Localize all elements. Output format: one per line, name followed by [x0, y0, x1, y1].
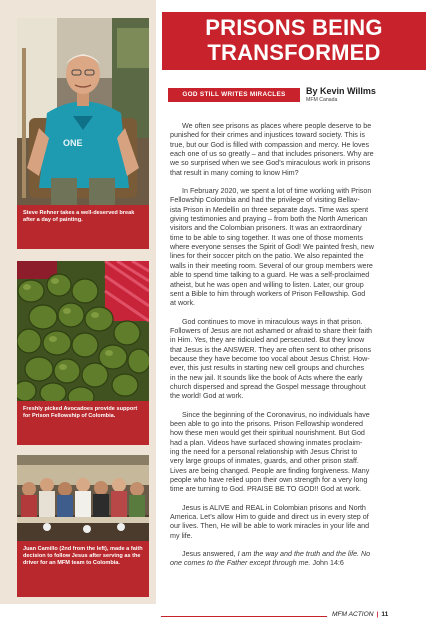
text-line: able to spend time talking to a guard. He was a self-proclaimed	[170, 271, 370, 280]
text-line: in the new jail. It sounds like the book of Acts where the early	[170, 373, 363, 382]
paragraph-4	[170, 411, 428, 495]
text-line: that Jesus is the ANSWER. They are often sent to other prisons	[170, 345, 372, 354]
scripture-quote-2: one comes to the Father except through me.	[170, 559, 311, 568]
caption-group: Juan Camillo (2nd from the left), made a faith decision to follow Jesus after serving as the driver for an MFM team to Colombia.	[23, 546, 143, 567]
title-line-1: PRISONS BEING	[205, 15, 383, 40]
text-line: ing the need for a personal relationship with Jesus Christ to	[170, 448, 358, 456]
article-body	[170, 122, 428, 569]
paragraph-3	[170, 318, 428, 402]
text-line: each one of us so greatly – and that includes prisoners. Why are	[170, 150, 374, 159]
text-line: my life.	[170, 531, 193, 540]
text-line: atheist, but he was open and willing to listen. Later, our group	[170, 280, 364, 289]
caption-painter: Steve Rehner takes a well-deserved break after a day of painting.	[23, 210, 135, 224]
text-line: walls in their meeting room. Several of our group members were	[170, 261, 373, 270]
article-tagline: GOD STILL WRITES MIRACLES	[168, 88, 300, 102]
text-line: that result in many coming to know Him?	[170, 168, 299, 177]
photo-card-avocados	[17, 261, 149, 445]
text-line: America. Let’s allow Him to guide and direct us in every step of	[170, 513, 369, 522]
byline	[306, 86, 376, 104]
text-line: Followers of Jesus are not ashamed or afraid to share their faith	[170, 326, 373, 335]
photo-man-on-porch	[17, 18, 149, 205]
caption-avocados: Freshly picked Avocadoes provide support for Prison Fellowship of Colombia.	[23, 406, 138, 420]
text-line: very large groups of inmates, guards, and other prison staff.	[170, 457, 359, 466]
scripture-intro: Jesus answered,	[182, 550, 238, 559]
paragraph-5	[170, 504, 428, 541]
text-line: Since the beginning of the Coronavirus, no individuals have	[182, 410, 370, 419]
byline-org: MFM Canada	[306, 97, 338, 103]
text-line: Lives are being changed. People are finding forgiveness. Many	[170, 466, 370, 475]
text-line: we so surprised when we see God’s miraculous work in prisons	[170, 159, 371, 168]
paragraph-6-scripture	[170, 550, 428, 569]
text-line: church dispersed and spread the Gospel message throughout	[170, 382, 366, 391]
text-line: the world! God at work.	[170, 392, 244, 401]
photo-card-painter	[17, 18, 149, 249]
text-line: been able to go into the prisons. Prison Fellowship wondered	[170, 419, 363, 428]
page-footer	[332, 611, 388, 618]
text-line: where everyone senses the Spirit of God! We painted fresh, new	[170, 243, 374, 252]
footer-separator: |	[376, 611, 379, 618]
article-title	[162, 12, 426, 70]
text-line: Jesus is ALIVE and REAL in Colombian prisons and North	[182, 503, 366, 512]
footer-rule	[161, 616, 327, 617]
footer-publication: MFM ACTION	[332, 611, 374, 618]
text-line: because they have become too vocal about Jesus Christ. How-	[170, 354, 370, 363]
text-line: ista Prison in Medellin on three separate days. Time was spent	[170, 205, 369, 214]
paragraph-2	[170, 187, 428, 308]
svg-text:ONE: ONE	[63, 138, 83, 148]
title-line-2: TRANSFORMED	[207, 40, 381, 65]
text-line: lines for their soccer pitch on the patio. We also repainted the	[170, 252, 364, 261]
photo-avocado-crate	[17, 261, 149, 401]
text-line: In February 2020, we spent a lot of time working with Prison	[182, 187, 372, 196]
text-line: time are turning to God. PRAISE BE TO GOD!! God at work.	[170, 485, 362, 494]
text-line: true, but our God is filled with compassion and mercy. He loves	[170, 140, 370, 149]
text-line: sent a Bible to him through workers of Prison Fellowship. God	[170, 289, 366, 298]
text-line: ever, this just results in starting new cell groups and churches	[170, 364, 365, 373]
text-line: people who have relied upon their own strength for a very long	[170, 476, 368, 485]
text-line: in Him. Yes, they are ridiculed and persecuted. But they know	[170, 336, 365, 345]
text-line: had a plan. Videos have surfaced showing inmates proclaim-	[170, 438, 363, 447]
text-line: Fellowship Colombia and had the privilege of visiting Bellav-	[170, 196, 360, 205]
photo-card-group	[17, 455, 149, 597]
text-line: how these men would get their spiritual nourishment. But God	[170, 429, 365, 438]
photo-group-dinner	[17, 455, 149, 541]
scripture-quote-1: I am the way and the truth and the life. No	[237, 550, 371, 559]
page-number: 11	[381, 611, 389, 618]
text-line: at work.	[170, 299, 195, 308]
paragraph-1	[170, 122, 428, 178]
text-line: giving testimonies and praying – from both the North American	[170, 215, 368, 224]
text-line: We often see prisons as places where people deserve to be	[182, 122, 372, 130]
scripture-reference: John 14:6	[310, 559, 344, 568]
photo-sidebar	[0, 0, 156, 604]
byline-author: By Kevin Willms	[306, 86, 376, 96]
text-line: visitors and the Colombian prisoners. It was an extraordinary	[170, 224, 362, 233]
text-line: punished for their crimes and injustices toward society. This is	[170, 131, 365, 140]
text-line: time to be able to sing together. It was one of those moments	[170, 233, 363, 242]
text-line: our lives. Then, He will be able to work miracles in your life and	[170, 522, 370, 531]
text-line: God continues to move in miraculous ways in that prison.	[182, 317, 363, 326]
